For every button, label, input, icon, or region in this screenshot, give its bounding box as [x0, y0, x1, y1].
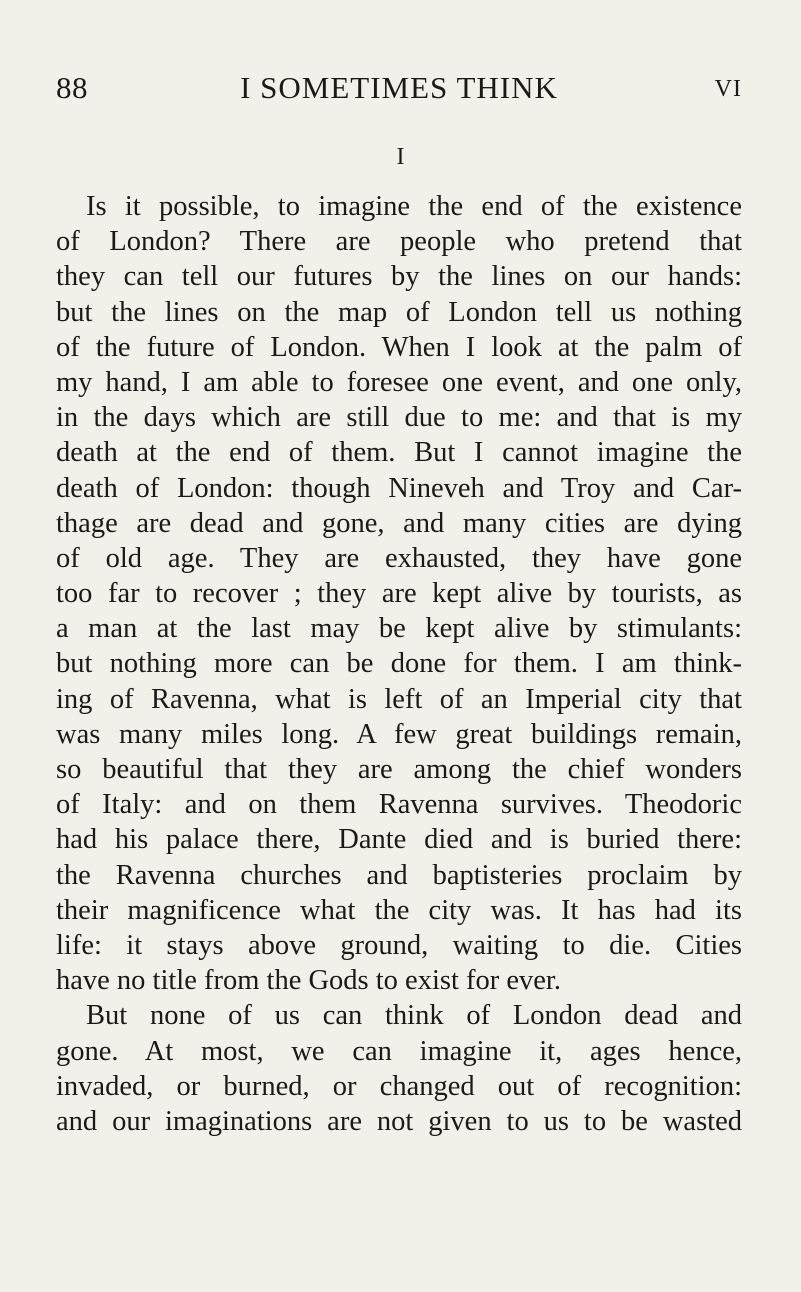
text-line: in the days which are still due to me: and that is my — [56, 402, 742, 434]
text-line: a man at the last may be kept alive by stimulants: — [56, 613, 742, 645]
text-line: ing of Ravenna, what is left of an Imperial city that — [56, 683, 742, 715]
text-line: was many miles long. A few great buildings remain, — [56, 718, 742, 750]
page-number: 88 — [56, 70, 88, 105]
text-line: But none of us can think of London dead and — [86, 1000, 742, 1032]
text-line: of London? There are people who pretend that — [56, 226, 742, 258]
text-line: had his palace there, Dante died and is buried there: — [56, 824, 742, 856]
text-line: life: it stays above ground, waiting to die. Cities — [56, 929, 742, 961]
running-head — [56, 70, 742, 110]
text-line: invaded, or burned, or changed out of recognition: — [56, 1070, 742, 1102]
text-line: of the future of London. When I look at the palm of — [56, 331, 742, 363]
text-line: have no title from the Gods to exist for ever. — [56, 965, 561, 997]
text-line: gone. At most, we can imagine it, ages hence, — [56, 1035, 742, 1067]
chapter-number: VI — [714, 76, 742, 102]
text-line: of Italy: and on them Ravenna survives. Theodoric — [56, 789, 742, 821]
text-line: they can tell our futures by the lines on our hands: — [56, 261, 742, 293]
text-line: their magnificence what the city was. It has had its — [56, 894, 742, 926]
text-line: too far to recover ; they are kept alive by tourists, as — [56, 578, 742, 610]
text-line: but the lines on the map of London tell us nothing — [56, 296, 742, 328]
section-number: I — [396, 144, 405, 170]
body-text — [56, 189, 742, 1139]
text-line: thage are dead and gone, and many cities are dying — [56, 507, 742, 539]
text-line: of old age. They are exhausted, they have gone — [56, 542, 742, 574]
text-line: death of London: though Nineveh and Troy and Car- — [56, 472, 742, 504]
text-line: my hand, I am able to foresee one event, and one only, — [56, 366, 742, 398]
text-line: the Ravenna churches and baptisteries proclaim by — [56, 859, 742, 891]
text-line: so beautiful that they are among the chief wonders — [56, 754, 742, 785]
running-title: I SOMETIMES THINK — [240, 70, 558, 105]
text-line: death at the end of them. But I cannot imagine the — [56, 437, 742, 469]
text-line: Is it possible, to imagine the end of the existence — [86, 191, 742, 222]
text-line: but nothing more can be done for them. I am think- — [56, 648, 742, 680]
text-line: and our imaginations are not given to us to be wasted — [56, 1105, 742, 1137]
